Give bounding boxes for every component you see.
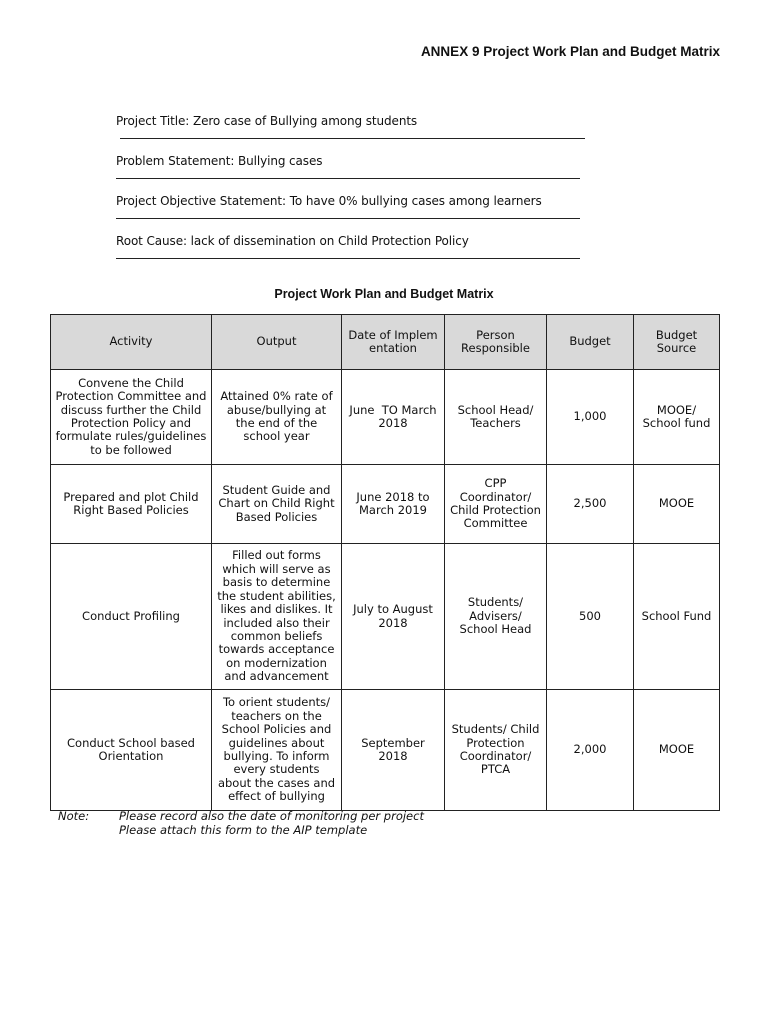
table-row xyxy=(51,544,720,690)
project-title-rule xyxy=(120,138,585,139)
activity-cell: Conduct School based Orientation xyxy=(51,690,212,811)
column-header-date: Date of Implementation xyxy=(342,315,445,370)
activity-cell: Conduct Profiling xyxy=(51,544,212,690)
problem-statement-field: Problem Statement: Bullying cases xyxy=(116,154,323,168)
budget-cell: 1,000 xyxy=(547,370,634,465)
table-row xyxy=(51,690,720,811)
budget-cell: 2,500 xyxy=(547,465,634,544)
note-line-monitoring: Please record also the date of monitoring per project xyxy=(119,809,424,823)
person-cell: CPP Coordinator/ Child Protection Committee xyxy=(445,465,547,544)
root-cause-rule xyxy=(116,258,580,259)
project-title-field: Project Title: Zero case of Bullying among students xyxy=(116,114,418,128)
column-header-source: Budget Source xyxy=(634,315,720,370)
note-line-attach: Please attach this form to the AIP template xyxy=(119,823,368,837)
table-header-row xyxy=(51,315,720,370)
objective-statement-rule xyxy=(116,218,580,219)
budget-cell: 500 xyxy=(547,544,634,690)
column-header-activity: Activity xyxy=(51,315,212,370)
budget-source-cell: MOOE/ School fund xyxy=(634,370,720,465)
problem-statement-rule xyxy=(116,178,580,179)
person-cell: Students/ Child Protection Coordinator/ PTCA xyxy=(445,690,547,811)
person-cell: Students/ Advisers/ School Head xyxy=(445,544,547,690)
activity-cell: Convene the Child Protection Committee and discuss further the Child Protection Policy and formulate rules/guidelines to be followed xyxy=(51,370,212,465)
column-header-budget: Budget xyxy=(547,315,634,370)
output-cell: Attained 0% rate of abuse/bullying at the end of the school year xyxy=(212,370,342,465)
budget-cell: 2,000 xyxy=(547,690,634,811)
table-row xyxy=(51,370,720,465)
activity-cell: Prepared and plot Child Right Based Policies xyxy=(51,465,212,544)
column-header-person: Person Responsible xyxy=(445,315,547,370)
objective-statement-field: Project Objective Statement: To have 0% bullying cases among learners xyxy=(116,194,542,208)
person-cell: School Head/ Teachers xyxy=(445,370,547,465)
annex-title: ANNEX 9 Project Work Plan and Budget Matrix xyxy=(420,44,720,59)
matrix-title: Project Work Plan and Budget Matrix xyxy=(274,287,494,301)
table-row xyxy=(51,465,720,544)
note-label: Note: xyxy=(58,809,90,823)
root-cause-field: Root Cause: lack of dissemination on Child Protection Policy xyxy=(116,234,469,248)
budget-source-cell: School Fund xyxy=(634,544,720,690)
work-plan-table xyxy=(50,314,720,811)
budget-source-cell: MOOE xyxy=(634,465,720,544)
output-cell: Filled out forms which will serve as basis to determine the student abilities, likes and dislikes. It included also their common beliefs towards acceptance on modernization and advancement xyxy=(212,544,342,690)
output-cell: Student Guide and Chart on Child Right Based Policies xyxy=(212,465,342,544)
date-cell: September 2018 xyxy=(342,690,445,811)
output-cell: To orient students/ teachers on the School Policies and guidelines about bullying. To inform every students about the cases and effect of bullying xyxy=(212,690,342,811)
column-header-output: Output xyxy=(212,315,342,370)
date-cell: July to August 2018 xyxy=(342,544,445,690)
date-cell: June TO March 2018 xyxy=(342,370,445,465)
budget-source-cell: MOOE xyxy=(634,690,720,811)
date-cell: June 2018 to March 2019 xyxy=(342,465,445,544)
